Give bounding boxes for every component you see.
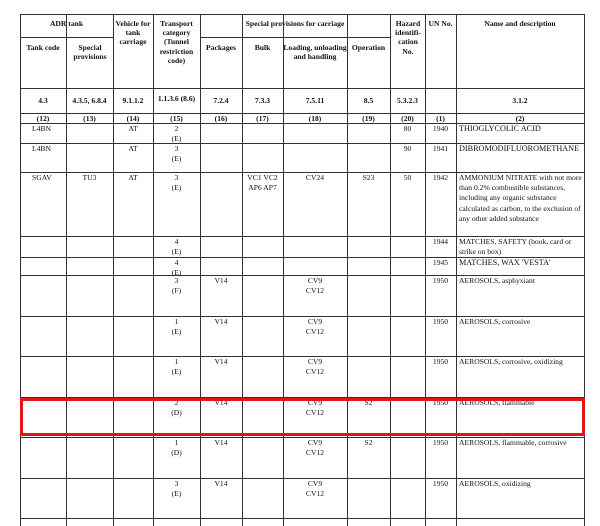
cell-transport-category: 4	[174, 258, 179, 267]
header-special-carriage: Special provisions for carriage	[245, 19, 345, 28]
cell-name-description: AEROSOLS, flammable, corrosive	[459, 438, 567, 447]
cell-name-description: MATCHES, SAFETY (book, card or strike on box)	[459, 237, 572, 257]
cell-packages: V14	[214, 479, 228, 488]
ref-tank-code: 4.3	[38, 96, 48, 105]
header-loading: Loading, unloading and handling	[283, 43, 347, 62]
cell-transport-category: 1	[174, 317, 179, 326]
cell-tank-code: SGAV	[32, 173, 52, 182]
cell-tunnel-code: (E)	[171, 134, 182, 143]
header-un-no: UN No.	[428, 19, 453, 28]
cell-transport-category: 2	[174, 398, 179, 407]
cell-name-description: THIOGLYCOLIC ACID	[459, 124, 541, 133]
cell-transport-category: 3	[174, 173, 179, 182]
cell-name-description: AEROSOLS, oxidizing	[459, 479, 531, 488]
header-vehicle: Vehicle for tank carriage	[115, 19, 151, 47]
cell-operation: S2	[364, 438, 373, 447]
cell-un-no: 1950	[432, 398, 449, 407]
cell-loading-2: CV12	[305, 448, 325, 457]
ref-operation: 8.5	[363, 96, 374, 105]
colnum-12: (12)	[36, 114, 50, 123]
ref-special-provisions: 4.3.5, 6.8.4	[72, 96, 107, 105]
cell-tunnel-code: (D)	[171, 408, 182, 417]
cell-tunnel-code: (E)	[171, 183, 182, 192]
cell-name-description: AEROSOLS, corrosive, oxidizing	[459, 357, 563, 366]
cell-transport-category: 1	[174, 438, 179, 447]
cell-tunnel-code: (D)	[171, 448, 182, 457]
cell-packages: V14	[214, 357, 228, 366]
cell-un-no: 1950	[432, 317, 449, 326]
colnum-14: (14)	[126, 114, 140, 123]
cell-operation: S23	[362, 173, 375, 182]
cell-tunnel-code: (F)	[171, 286, 182, 295]
header-adr-tank: ADR tank	[49, 19, 84, 28]
ref-bulk: 7.3.3	[254, 96, 271, 105]
colnum-1: (1)	[436, 114, 445, 123]
header-transport-category: Transport category (Tunnel restriction code)	[159, 19, 194, 65]
cell-transport-category: 3	[174, 144, 179, 153]
cell-packages: V14	[214, 276, 228, 285]
ref-name: 3.1.2	[512, 96, 528, 105]
cell-tank-code: L4BN	[32, 124, 51, 133]
cell-tunnel-code: (E)	[171, 268, 182, 277]
header-packages: Packages	[206, 43, 236, 52]
cell-un-no: 1942	[432, 173, 449, 182]
cell-loading-2: CV12	[305, 489, 325, 498]
cell-name-description: AEROSOLS, corrosive	[459, 317, 531, 326]
cell-hazard: 80	[403, 124, 412, 133]
ref-packages: 7.2.4	[213, 96, 229, 105]
cell-name-description: DIBROMODIFLUOROMETHANE	[459, 144, 580, 153]
colnum-16: (16)	[214, 114, 228, 123]
cell-un-no: 1945	[432, 258, 449, 267]
cell-tunnel-code: (E)	[171, 489, 182, 498]
cell-vehicle: AT	[128, 173, 138, 182]
highlight-box	[20, 398, 585, 436]
cell-loading: CV9	[307, 479, 323, 488]
ref-hazard: 5.3.2.3	[397, 96, 418, 105]
cell-special-provisions: TU3	[82, 173, 97, 182]
cell-loading-2: CV12	[305, 327, 325, 336]
cell-name-description: AMMONIUM NITRATE with not more than 0.2% combustible substances, including any organic substance calculated as carbon, to the exclusion of any other added substance	[459, 173, 582, 223]
cell-tunnel-code: (E)	[171, 247, 182, 256]
cell-name-description: AEROSOLS, flammable	[459, 398, 535, 407]
cell-tunnel-code: (E)	[171, 154, 182, 163]
cell-packages: V14	[214, 398, 228, 407]
cell-transport-category: 4	[174, 237, 179, 246]
cell-un-no: 1941	[432, 144, 449, 153]
cell-loading-2: CV12	[305, 408, 325, 417]
header-bulk: Bulk	[254, 43, 271, 52]
header-special-provisions: Special provisions	[73, 43, 107, 62]
ref-loading: 7.5.11	[305, 96, 325, 105]
cell-loading-2: CV12	[305, 367, 325, 376]
colnum-17: (17)	[256, 114, 269, 123]
cell-un-no: 1944	[432, 237, 449, 246]
cell-loading: CV9	[307, 398, 323, 407]
colnum-15: (15)	[170, 114, 183, 123]
cell-loading: CV9	[307, 317, 323, 326]
cell-loading: CV9	[307, 357, 323, 366]
cell-un-no: 1950	[432, 479, 449, 488]
cell-tank-code: L4BN	[32, 144, 51, 153]
cell-transport-category: 3	[174, 479, 179, 488]
cell-loading-2: CV12	[305, 286, 325, 295]
cell-name-description: MATCHES, WAX 'VESTA'	[459, 258, 551, 267]
ref-transport-category: 1.1.3.6 (8.6)	[157, 94, 196, 103]
cell-loading: CV24	[305, 173, 325, 182]
cell-transport-category: 3	[174, 276, 179, 285]
cell-transport-category: 2	[174, 124, 179, 133]
cell-tunnel-code: (E)	[171, 327, 182, 336]
ref-vehicle: 9.1.1.2	[122, 96, 144, 105]
cell-name-description: AEROSOLS, asphyxiant	[459, 276, 535, 285]
colnum-20: (20)	[401, 114, 414, 123]
colnum-19: (19)	[362, 114, 375, 123]
header-tank-code: Tank code	[26, 43, 60, 52]
cell-hazard: 50	[403, 173, 412, 182]
cell-operation: S2	[364, 398, 373, 407]
cell-vehicle: AT	[128, 124, 138, 133]
cell-loading: CV9	[307, 276, 323, 285]
colnum-13: (13)	[83, 114, 96, 123]
cell-un-no: 1950	[432, 276, 449, 285]
cell-un-no: 1940	[432, 124, 449, 133]
cell-un-no: 1950	[432, 357, 449, 366]
cell-bulk: VC1 VC2	[247, 173, 278, 182]
cell-un-no: 1950	[432, 438, 449, 447]
cell-tunnel-code: (E)	[171, 367, 182, 376]
colnum-18: (18)	[308, 114, 322, 123]
colnum-2: (2)	[515, 114, 525, 123]
cell-transport-category: 1	[174, 357, 179, 366]
cell-vehicle: AT	[128, 144, 138, 153]
cell-hazard: 90	[403, 144, 412, 153]
cell-packages: V14	[214, 317, 228, 326]
header-hazard: Hazard identifi-cation No.	[395, 19, 421, 56]
header-operation: Operation	[351, 43, 386, 52]
header-name: Name and description	[484, 19, 556, 28]
cell-loading: CV9	[307, 438, 323, 447]
cell-packages: V14	[214, 438, 228, 447]
cell-bulk-2: AP6 AP7	[248, 183, 277, 192]
